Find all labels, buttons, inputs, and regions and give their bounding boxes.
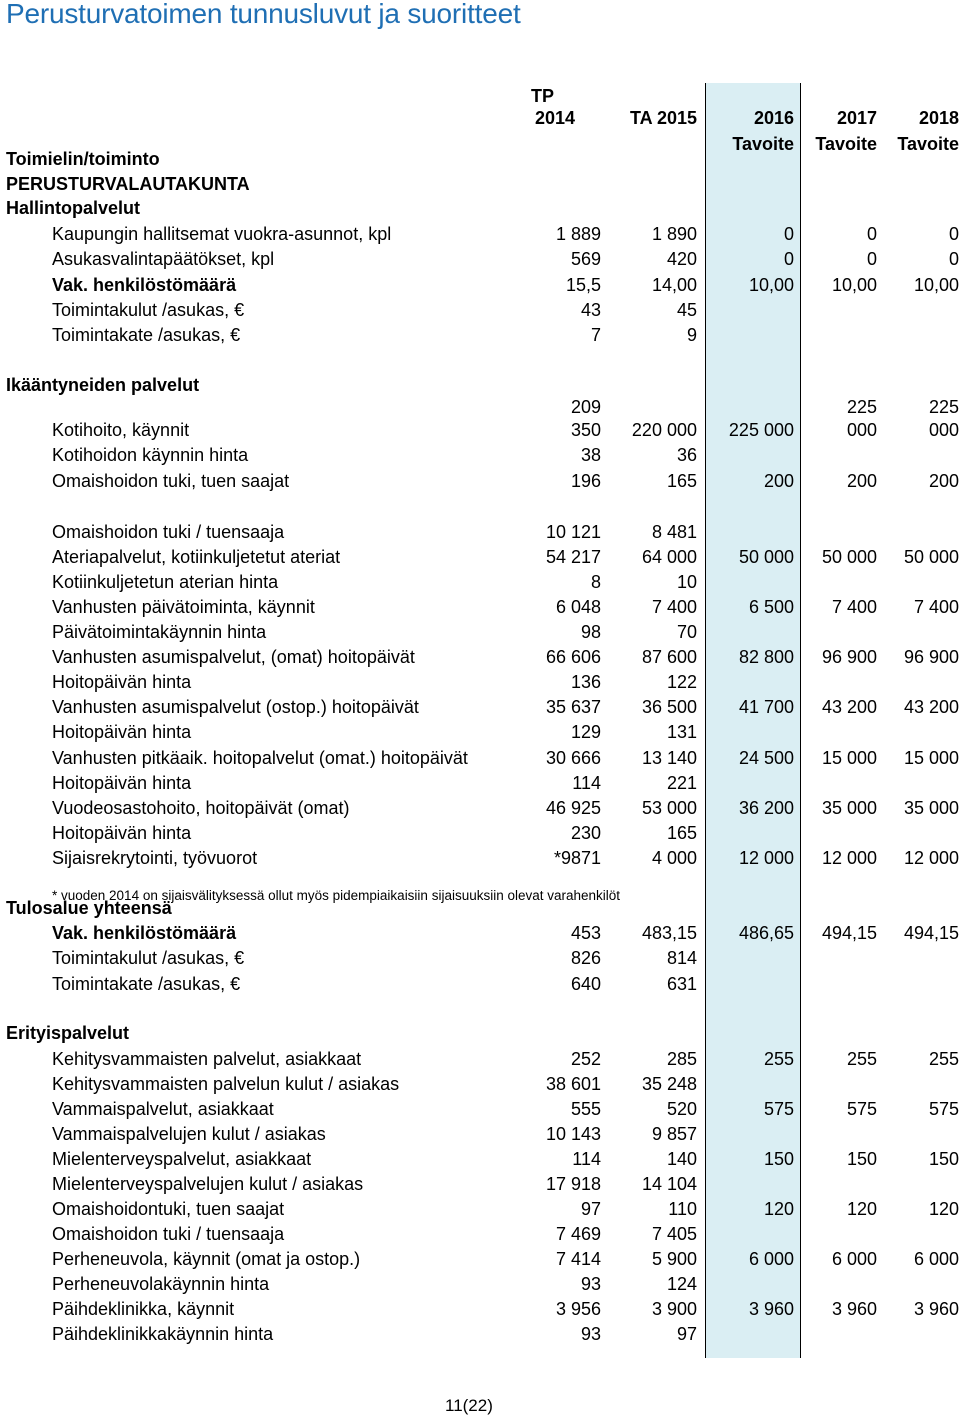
- row-value-col-5: 35 000: [903, 798, 959, 818]
- row-value-col-2: 814: [666, 948, 697, 968]
- row-label: Tulosalue yhteensä: [6, 898, 172, 918]
- row-value-col-2: 8 481: [651, 522, 697, 542]
- row-label: Vammaispalvelujen kulut / asiakas: [52, 1124, 326, 1144]
- row-value-col-2: 520: [666, 1099, 697, 1119]
- column-header-4-line3: Tavoite: [815, 134, 877, 154]
- row-label: Hoitopäivän hinta: [52, 773, 192, 793]
- row-label: Kotiinkuljetetun aterian hinta: [52, 572, 279, 592]
- row-value-col-2: 420: [666, 249, 697, 269]
- row-value-col-2: 285: [666, 1049, 697, 1069]
- row-value-col-4: 150: [846, 1149, 877, 1169]
- row-value-col-2: 5 900: [651, 1249, 697, 1269]
- row-label: Päivätoimintakäynnin hinta: [52, 622, 267, 642]
- row-label: Ikääntyneiden palvelut: [6, 375, 200, 395]
- row-value-col-3: 200: [763, 471, 794, 491]
- row-label: Vuodeosastohoito, hoitopäivät (omat): [52, 798, 350, 818]
- row-value-col-5: 255: [928, 1049, 959, 1069]
- row-value-col-2: 220 000: [631, 420, 697, 440]
- row-label: Hoitopäivän hinta: [52, 823, 192, 843]
- row-value-col-1: 10 121: [545, 522, 601, 542]
- row-label: Perheneuvolakäynnin hinta: [52, 1274, 270, 1294]
- column-header-3-line2: 2016: [753, 108, 794, 128]
- row-label: Omaishoidon tuki / tuensaaja: [52, 522, 285, 542]
- row-value-col-1: 7: [590, 325, 601, 345]
- row-value-col-4: 7 400: [831, 597, 877, 617]
- row-value-col-4: 000: [846, 420, 877, 440]
- row-value-col-1: 3 956: [555, 1299, 601, 1319]
- row-label: Toimintakulut /asukas, €: [52, 948, 245, 968]
- row-value-col-2: 131: [666, 722, 697, 742]
- row-value-col-1: 93: [580, 1274, 601, 1294]
- row-value-col-3: 82 800: [738, 647, 794, 667]
- row-value-col-1: 46 925: [545, 798, 601, 818]
- row-value-col-3: 10,00: [748, 275, 794, 295]
- row-label: Kotihoito, käynnit: [52, 420, 190, 440]
- row-value-col-4: 43 200: [821, 697, 877, 717]
- row-value-col-2: 165: [666, 471, 697, 491]
- column-header-2-line2: TA 2015: [629, 108, 697, 128]
- row-label: Sijaisrekrytointi, työvuorot: [52, 848, 258, 868]
- row-value-col-2: 9: [686, 325, 697, 345]
- row-value-col-5: 0: [948, 224, 959, 244]
- row-value-col-4: 0: [866, 224, 877, 244]
- row-label: Omaishoidontuki, tuen saajat: [52, 1199, 285, 1219]
- row-value-col-5: 96 900: [903, 647, 959, 667]
- row-value-col-5: 225: [928, 397, 959, 417]
- row-value-col-1: 6 048: [555, 597, 601, 617]
- column-header-3-line3: Tavoite: [732, 134, 794, 154]
- row-value-col-4: 225: [846, 397, 877, 417]
- row-label: Mielenterveyspalvelujen kulut / asiakas: [52, 1174, 364, 1194]
- row-value-col-1: 54 217: [545, 547, 601, 567]
- row-value-col-4: 35 000: [821, 798, 877, 818]
- row-value-col-2: 14 104: [641, 1174, 697, 1194]
- row-value-col-2: 165: [666, 823, 697, 843]
- row-label: Toimielin/toiminto: [6, 149, 160, 169]
- row-value-col-1: 114: [572, 773, 601, 793]
- row-value-col-5: 3 960: [913, 1299, 959, 1319]
- row-value-col-1: 38 601: [545, 1074, 601, 1094]
- row-value-col-3: 3 960: [748, 1299, 794, 1319]
- row-value-col-2: 1 890: [651, 224, 697, 244]
- row-value-col-1: 97: [580, 1199, 601, 1219]
- row-value-col-3: 0: [783, 224, 794, 244]
- row-value-col-5: 43 200: [903, 697, 959, 717]
- row-label: Vanhusten asumispalvelut, (omat) hoitopäivät: [52, 647, 415, 667]
- row-value-col-1: 35 637: [545, 697, 601, 717]
- row-value-col-5: 000: [928, 420, 959, 440]
- row-value-col-3: 6 000: [748, 1249, 794, 1269]
- row-value-col-4: 0: [866, 249, 877, 269]
- row-value-col-2: 64 000: [641, 547, 697, 567]
- row-label: Omaishoidon tuki / tuensaaja: [52, 1224, 285, 1244]
- row-value-col-2: 9 857: [651, 1124, 697, 1144]
- row-value-col-2: 110: [668, 1199, 697, 1219]
- column-header-1-line2: 2014: [534, 108, 575, 128]
- row-value-col-2: 10: [676, 572, 697, 592]
- column-header-1-line1: TP: [531, 86, 555, 106]
- row-value-col-1: 7 469: [555, 1224, 601, 1244]
- row-value-col-2: 7 405: [651, 1224, 697, 1244]
- row-value-col-2: 7 400: [651, 597, 697, 617]
- row-value-col-4: 10,00: [831, 275, 877, 295]
- row-value-col-2: 70: [676, 622, 697, 642]
- row-value-col-4: 494,15: [821, 923, 877, 943]
- row-value-col-4: 50 000: [821, 547, 877, 567]
- row-label: Kotihoidon käynnin hinta: [52, 445, 249, 465]
- row-value-col-2: 14,00: [651, 275, 697, 295]
- row-value-col-1: 252: [570, 1049, 601, 1069]
- row-value-col-2: 87 600: [641, 647, 697, 667]
- row-value-col-3: 120: [763, 1199, 794, 1219]
- row-value-col-4: 255: [846, 1049, 877, 1069]
- row-value-col-5: 7 400: [913, 597, 959, 617]
- row-label: Perheneuvola, käynnit (omat ja ostop.): [52, 1249, 361, 1269]
- row-value-col-4: 120: [846, 1199, 877, 1219]
- row-value-col-2: 35 248: [641, 1074, 697, 1094]
- row-value-col-1: 30 666: [545, 748, 601, 768]
- page-number: 11(22): [445, 1396, 493, 1415]
- row-label: Hallintopalvelut: [6, 198, 141, 218]
- row-value-col-2: 45: [676, 300, 697, 320]
- row-value-col-1: 230: [570, 823, 601, 843]
- row-label: Asukasvalintapäätökset, kpl: [52, 249, 275, 269]
- column-header-5-line3: Tavoite: [897, 134, 959, 154]
- row-value-col-3: 255: [763, 1049, 794, 1069]
- row-label: Ateriapalvelut, kotiinkuljetetut ateriat: [52, 547, 341, 567]
- row-label: Vanhusten asumispalvelut (ostop.) hoitopäivät: [52, 697, 419, 717]
- row-value-col-5: 575: [928, 1099, 959, 1119]
- row-value-col-2: 13 140: [641, 748, 697, 768]
- row-value-col-2: 122: [666, 672, 697, 692]
- row-value-col-2: 221: [666, 773, 697, 793]
- row-value-col-1: *9871: [553, 848, 601, 868]
- row-value-col-3: 150: [763, 1149, 794, 1169]
- row-value-col-1: 8: [590, 572, 601, 592]
- row-value-col-1: 98: [580, 622, 601, 642]
- row-value-col-3: 41 700: [738, 697, 794, 717]
- row-value-col-2: 4 000: [651, 848, 697, 868]
- row-value-col-4: 200: [846, 471, 877, 491]
- row-value-col-5: 15 000: [903, 748, 959, 768]
- row-value-col-1: 196: [570, 471, 601, 491]
- row-value-col-4: 6 000: [831, 1249, 877, 1269]
- row-value-col-1: 826: [570, 948, 601, 968]
- row-value-col-1: 114: [572, 1149, 601, 1169]
- row-value-col-1: 15,5: [565, 275, 601, 295]
- row-value-col-2: 97: [676, 1324, 697, 1344]
- row-value-col-5: 50 000: [903, 547, 959, 567]
- row-label: Kaupungin hallitsemat vuokra-asunnot, kpl: [52, 224, 392, 244]
- row-value-col-3: 575: [763, 1099, 794, 1119]
- row-value-col-1: 209: [570, 397, 601, 417]
- row-value-col-3: 6 500: [748, 597, 794, 617]
- row-value-col-1: 453: [570, 923, 601, 943]
- row-value-col-4: 96 900: [821, 647, 877, 667]
- row-value-col-3: 486,65: [738, 923, 794, 943]
- row-value-col-5: 10,00: [913, 275, 959, 295]
- row-value-col-1: 1 889: [555, 224, 601, 244]
- row-label: Vanhusten päivätoiminta, käynnit: [52, 597, 315, 617]
- row-value-col-1: 569: [570, 249, 601, 269]
- row-value-col-1: 555: [570, 1099, 601, 1119]
- row-label: Vak. henkilöstömäärä: [52, 923, 237, 943]
- row-label: Vammaispalvelut, asiakkaat: [52, 1099, 274, 1119]
- row-value-col-5: 0: [948, 249, 959, 269]
- row-value-col-3: 50 000: [738, 547, 794, 567]
- footnote: * vuoden 2014 on sijaisvälityksessä ollut myös pidempiaikaisiin sijaisuuksiin olevat varahenkilöt: [52, 888, 621, 903]
- row-value-col-1: 7 414: [555, 1249, 601, 1269]
- row-value-col-5: 120: [928, 1199, 959, 1219]
- row-value-col-2: 631: [666, 974, 697, 994]
- row-label: Toimintakate /asukas, €: [52, 974, 241, 994]
- row-value-col-1: 17 918: [545, 1174, 601, 1194]
- row-value-col-1: 129: [570, 722, 601, 742]
- row-value-col-2: 483,15: [641, 923, 697, 943]
- row-label: Vanhusten pitkäaik. hoitopalvelut (omat.) hoitopäivät: [52, 748, 468, 768]
- row-label: Päihdeklinikkakäynnin hinta: [52, 1324, 274, 1344]
- row-label: Hoitopäivän hinta: [52, 722, 192, 742]
- row-label: PERUSTURVALAUTAKUNTA: [6, 174, 250, 194]
- column-header-4-line2: 2017: [836, 108, 877, 128]
- row-value-col-5: 200: [928, 471, 959, 491]
- row-value-col-1: 350: [570, 420, 601, 440]
- row-label: Toimintakulut /asukas, €: [52, 300, 245, 320]
- column-header-5-line2: 2018: [918, 108, 959, 128]
- row-label: Erityispalvelut: [6, 1023, 130, 1043]
- row-value-col-1: 136: [570, 672, 601, 692]
- row-value-col-3: 12 000: [738, 848, 794, 868]
- row-label: Vak. henkilöstömäärä: [52, 275, 237, 295]
- row-value-col-2: 53 000: [641, 798, 697, 818]
- row-value-col-2: 124: [666, 1274, 697, 1294]
- row-label: Kehitysvammaisten palvelun kulut / asiakas: [52, 1074, 400, 1094]
- row-label: Päihdeklinikka, käynnit: [52, 1299, 235, 1319]
- row-value-col-1: 10 143: [545, 1124, 601, 1144]
- row-value-col-3: 36 200: [738, 798, 794, 818]
- row-value-col-5: 6 000: [913, 1249, 959, 1269]
- row-label: Mielenterveyspalvelut, asiakkaat: [52, 1149, 312, 1169]
- row-value-col-2: 36: [676, 445, 697, 465]
- row-value-col-2: 36 500: [641, 697, 697, 717]
- row-value-col-3: 0: [783, 249, 794, 269]
- row-label: Toimintakate /asukas, €: [52, 325, 241, 345]
- row-value-col-1: 43: [580, 300, 601, 320]
- row-value-col-2: 140: [666, 1149, 697, 1169]
- row-value-col-4: 12 000: [821, 848, 877, 868]
- row-label: Hoitopäivän hinta: [52, 672, 192, 692]
- page-title: Perusturvatoimen tunnusluvut ja suoritteet: [6, 0, 521, 29]
- row-value-col-5: 150: [928, 1149, 959, 1169]
- row-value-col-1: 93: [580, 1324, 601, 1344]
- row-value-col-3: 225 000: [728, 420, 794, 440]
- row-value-col-5: 12 000: [903, 848, 959, 868]
- row-value-col-5: 494,15: [903, 923, 959, 943]
- row-label: Omaishoidon tuki, tuen saajat: [52, 471, 290, 491]
- row-value-col-1: 66 606: [545, 647, 601, 667]
- row-value-col-1: 38: [580, 445, 601, 465]
- row-value-col-2: 3 900: [651, 1299, 697, 1319]
- row-value-col-3: 24 500: [738, 748, 794, 768]
- row-label: Kehitysvammaisten palvelut, asiakkaat: [52, 1049, 362, 1069]
- row-value-col-4: 15 000: [821, 748, 877, 768]
- row-value-col-1: 640: [570, 974, 601, 994]
- row-value-col-4: 575: [846, 1099, 877, 1119]
- row-value-col-4: 3 960: [831, 1299, 877, 1319]
